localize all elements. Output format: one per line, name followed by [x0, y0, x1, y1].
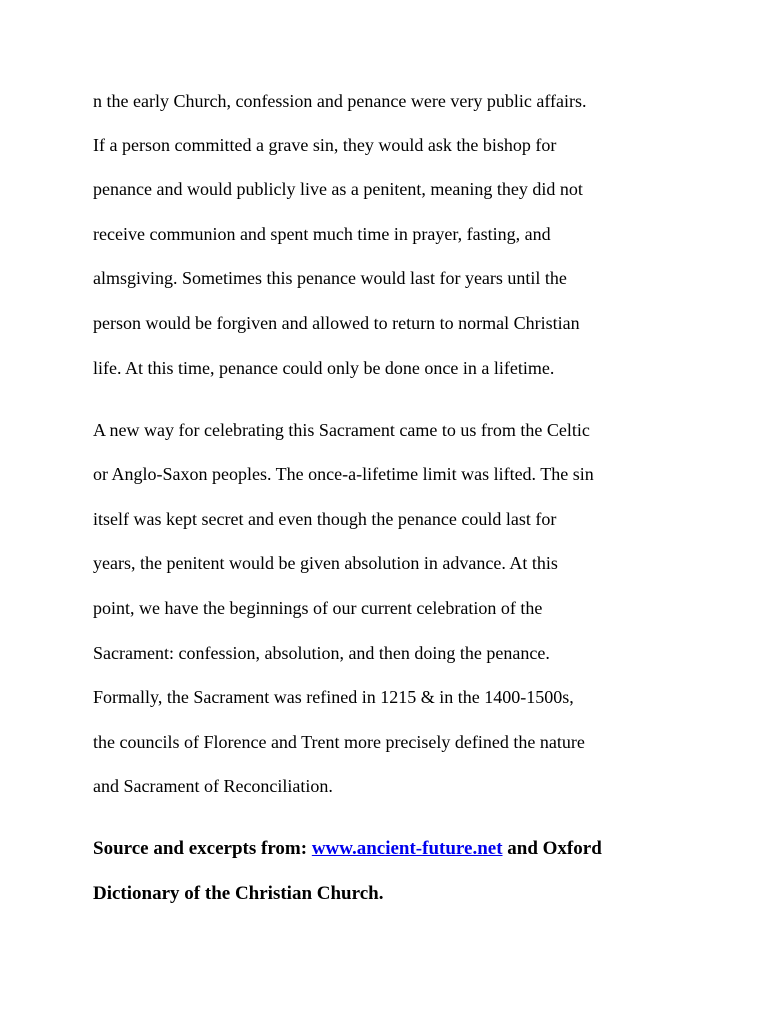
paragraph-line: years, the penitent would be given absolution in advance. At this [93, 553, 558, 573]
paragraph-line: and Sacrament of Reconciliation. [93, 776, 333, 796]
paragraph-line: almsgiving. Sometimes this penance would last for years until the [93, 268, 567, 288]
paragraph-line: person would be forgiven and allowed to return to normal Christian [93, 313, 580, 333]
source-suffix: and Oxford [502, 838, 602, 859]
source-link[interactable]: www.ancient-future.net [311, 838, 503, 859]
paragraph-line: receive communion and spent much time in prayer, fasting, and [93, 224, 551, 244]
paragraph-line: If a person committed a grave sin, they would ask the bishop for [93, 135, 557, 155]
paragraph-line: itself was kept secret and even though the penance could last for [93, 509, 557, 529]
paragraph-line: penance and would publicly live as a penitent, meaning they did not [93, 179, 583, 199]
paragraph-line: Sacrament: confession, absolution, and then doing the penance. [93, 643, 550, 663]
source-prefix: Source and excerpts from: [93, 838, 312, 859]
paragraph-line: Formally, the Sacrament was refined in 1215 & in the 1400-1500s, [93, 687, 574, 707]
paragraph-line: or Anglo-Saxon peoples. The once-a-lifetime limit was lifted. The sin [93, 464, 594, 484]
source-line-2: Dictionary of the Christian Church. [93, 883, 384, 904]
paragraph-line: A new way for celebrating this Sacrament came to us from the Celtic [93, 420, 590, 440]
paragraph-line: point, we have the beginnings of our current celebration of the [93, 598, 543, 618]
source-line-1 [93, 839, 602, 859]
paragraph-line: n the early Church, confession and penance were very public affairs. [93, 91, 587, 111]
paragraph-line: the councils of Florence and Trent more precisely defined the nature [93, 732, 585, 752]
paragraph-line: life. At this time, penance could only be done once in a lifetime. [93, 358, 555, 378]
